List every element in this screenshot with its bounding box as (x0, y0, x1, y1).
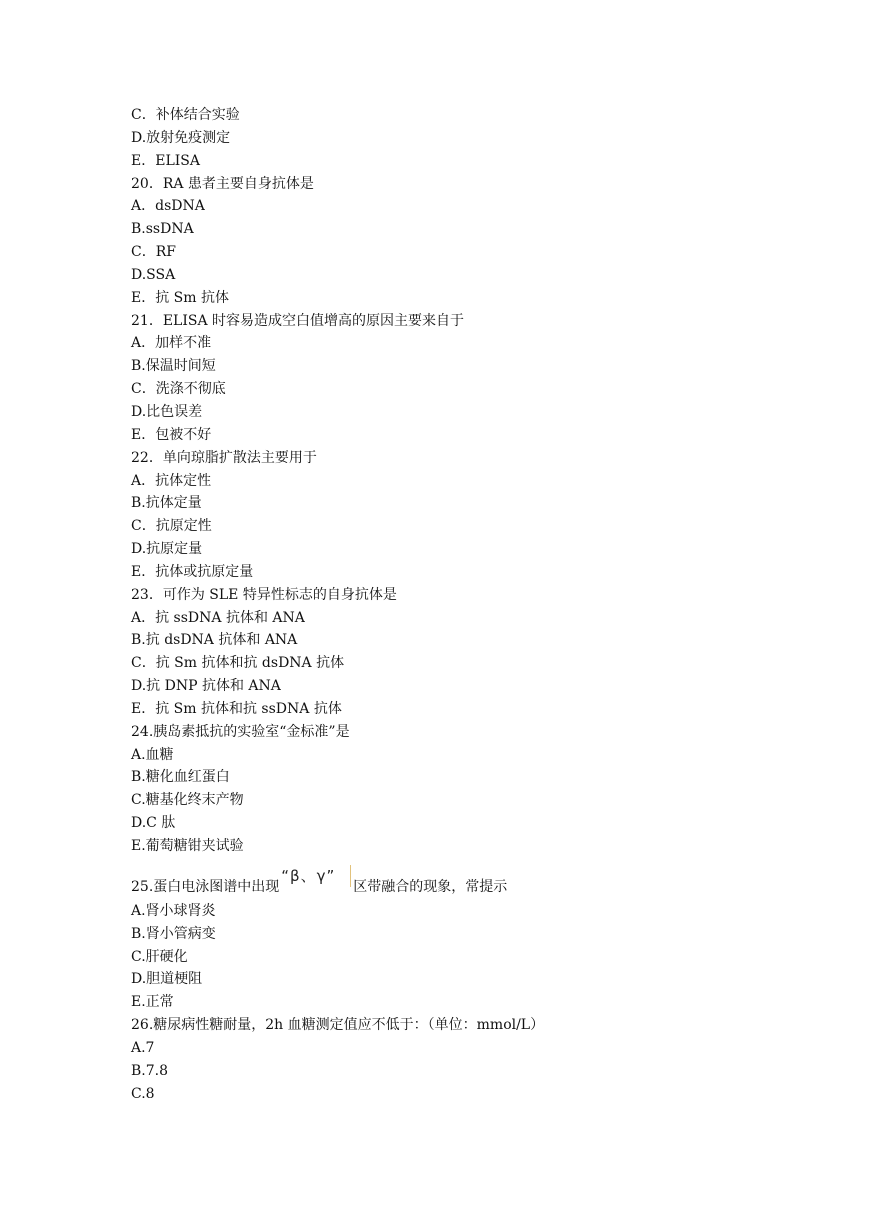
q20-option-d: D.SSA (131, 266, 176, 283)
q23-option-a: A．抗 ssDNA 抗体和 ANA (131, 609, 305, 626)
option-e-elisa: E．ELISA (131, 152, 200, 169)
q25-option-a: A.肾小球肾炎 (131, 902, 216, 919)
q23-option-d: D.抗 DNP 抗体和 ANA (131, 678, 281, 695)
q25-suffix: 区带融合的现象，常提示 (353, 878, 508, 895)
beta-gamma-image (281, 867, 351, 893)
q26-option-c: C.8 (131, 1085, 155, 1102)
question-24: 24.胰岛素抵抗的实验室“金标准”是 (131, 723, 350, 740)
q25-option-b: B.肾小管病变 (131, 925, 216, 942)
question-20: 20．RA 患者主要自身抗体是 (131, 175, 314, 192)
beta-gamma-text: “β、γ” (281, 866, 336, 885)
q23-option-e: E．抗 Sm 抗体和抗 ssDNA 抗体 (131, 700, 342, 717)
q23-option-b: B.抗 dsDNA 抗体和 ANA (131, 632, 298, 649)
q24-option-e: E.葡萄糖钳夹试验 (131, 838, 244, 854)
option-d-radioimmunoassay: D.放射免疫测定 (131, 129, 231, 146)
q24-option-d: D.C 肽 (131, 815, 176, 832)
image-edge-mark (350, 865, 351, 887)
q21-option-b: B.保温时间短 (131, 358, 216, 375)
question-23: 23．可作为 SLE 特异性标志的自身抗体是 (131, 586, 397, 603)
question-21: 21．ELISA 时容易造成空白值增高的原因主要来自于 (131, 312, 465, 329)
question-25 (131, 858, 831, 900)
question-26: 26.糖尿病性糖耐量，2h 血糖测定值应不低于：（单位：mmol/L） (131, 1017, 545, 1034)
q20-option-c: C．RF (131, 244, 176, 261)
q21-option-d: D.比色误差 (131, 403, 203, 420)
q24-option-b: B.糖化血红蛋白 (131, 769, 230, 786)
q22-option-a: A．抗体定性 (131, 472, 212, 489)
q25-prefix: 25.蛋白电泳图谱中出现 (131, 878, 280, 895)
q21-option-a: A．加样不准 (131, 335, 212, 352)
option-c-complement-fixation: C．补体结合实验 (131, 107, 240, 123)
q25-option-d: D.胆道梗阻 (131, 971, 203, 988)
q25-option-c: C.肝硬化 (131, 948, 188, 965)
q22-option-b: B.抗体定量 (131, 495, 202, 512)
document-page (131, 104, 831, 1105)
q20-option-e: E．抗 Sm 抗体 (131, 289, 229, 306)
q22-option-c: C．抗原定性 (131, 518, 212, 535)
q20-option-a: A．dsDNA (131, 198, 205, 215)
q24-option-a: A.血糖 (131, 746, 174, 763)
q21-option-c: C．洗涤不彻底 (131, 381, 226, 398)
q21-option-e: E．包被不好 (131, 426, 212, 443)
q26-option-b: B.7.8 (131, 1062, 169, 1079)
q20-option-b: B.ssDNA (131, 221, 194, 238)
question-22: 22．单向琼脂扩散法主要用于 (131, 449, 317, 466)
q26-option-a: A.7 (131, 1039, 155, 1056)
spacer (131, 858, 831, 867)
q22-option-d: D.抗原定量 (131, 541, 203, 558)
q23-option-c: C．抗 Sm 抗体和抗 dsDNA 抗体 (131, 655, 345, 672)
q22-option-e: E．抗体或抗原定量 (131, 563, 254, 580)
q24-option-c: C.糖基化终末产物 (131, 792, 244, 809)
q25-option-e: E.正常 (131, 994, 174, 1011)
